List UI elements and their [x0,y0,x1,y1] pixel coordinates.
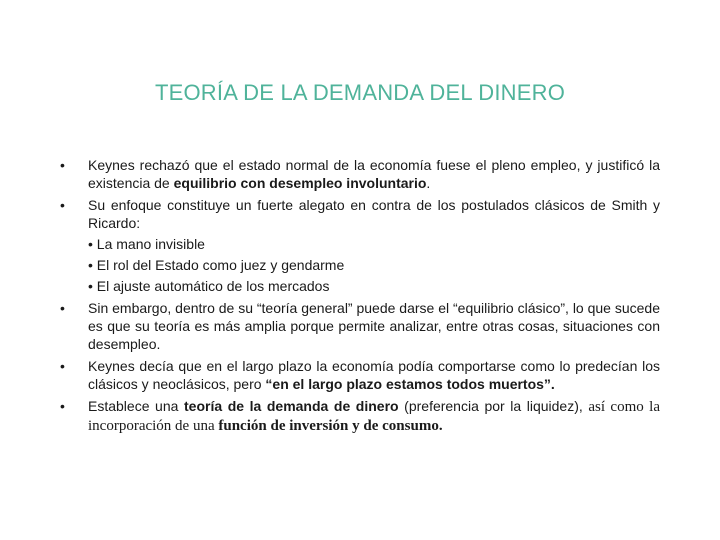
bullet-item [60,156,660,192]
bullet-item [60,299,660,353]
bullet-text-end: . [426,175,431,191]
bullet-emphasis: “en el largo plazo estamos todos muertos”. [265,376,555,392]
bullet-item [60,397,660,435]
bullet-icon: • [60,358,65,374]
sub-bullet-list [88,235,660,295]
bullet-text-serif: así como la incorporación de una [88,399,661,434]
bullet-icon: • [60,300,65,316]
bullet-item [60,196,660,295]
bullet-emphasis: equilibrio con desempleo involuntario [173,175,427,191]
bullet-emphasis-serif: función de inversión y de consumo. [218,418,443,434]
bullet-icon: • [60,197,65,213]
bullet-text: Sin embargo, dentro de su “teoría general” puede darse el “equilibrio clásico”, lo que sucede es que su teoría es más amplia porque permite analizar, entre otras cosas, situaciones con desempleo. [88,300,661,352]
slide-title: TEORÍA DE LA DEMANDA DEL DINERO [154,80,566,105]
bullet-item [60,357,660,393]
bullet-list [60,156,660,439]
sub-bullet-item: • La mano invisible [88,236,205,252]
bullet-text: Keynes decía que en el largo plazo la economía podía comportarse como lo predecían los clásicos y neoclásicos, pero [88,358,660,392]
bullet-icon: • [60,398,65,414]
sub-bullet-item: • El ajuste automático de los mercados [88,278,330,294]
bullet-icon: • [60,157,65,173]
bullet-text: Su enfoque constituye un fuerte alegato en contra de los postulados clásicos de Smith y Ricardo: [88,197,660,231]
bullet-text: Keynes rechazó que el estado normal de la economía fuese el pleno empleo, y justificó la existencia de [88,157,660,191]
bullet-text: Establece una [88,398,184,414]
bullet-emphasis: teoría de la demanda de dinero [184,398,399,414]
bullet-text-end: (preferencia por la liquidez), [398,398,583,414]
sub-bullet-item: • El rol del Estado como juez y gendarme [88,257,345,273]
